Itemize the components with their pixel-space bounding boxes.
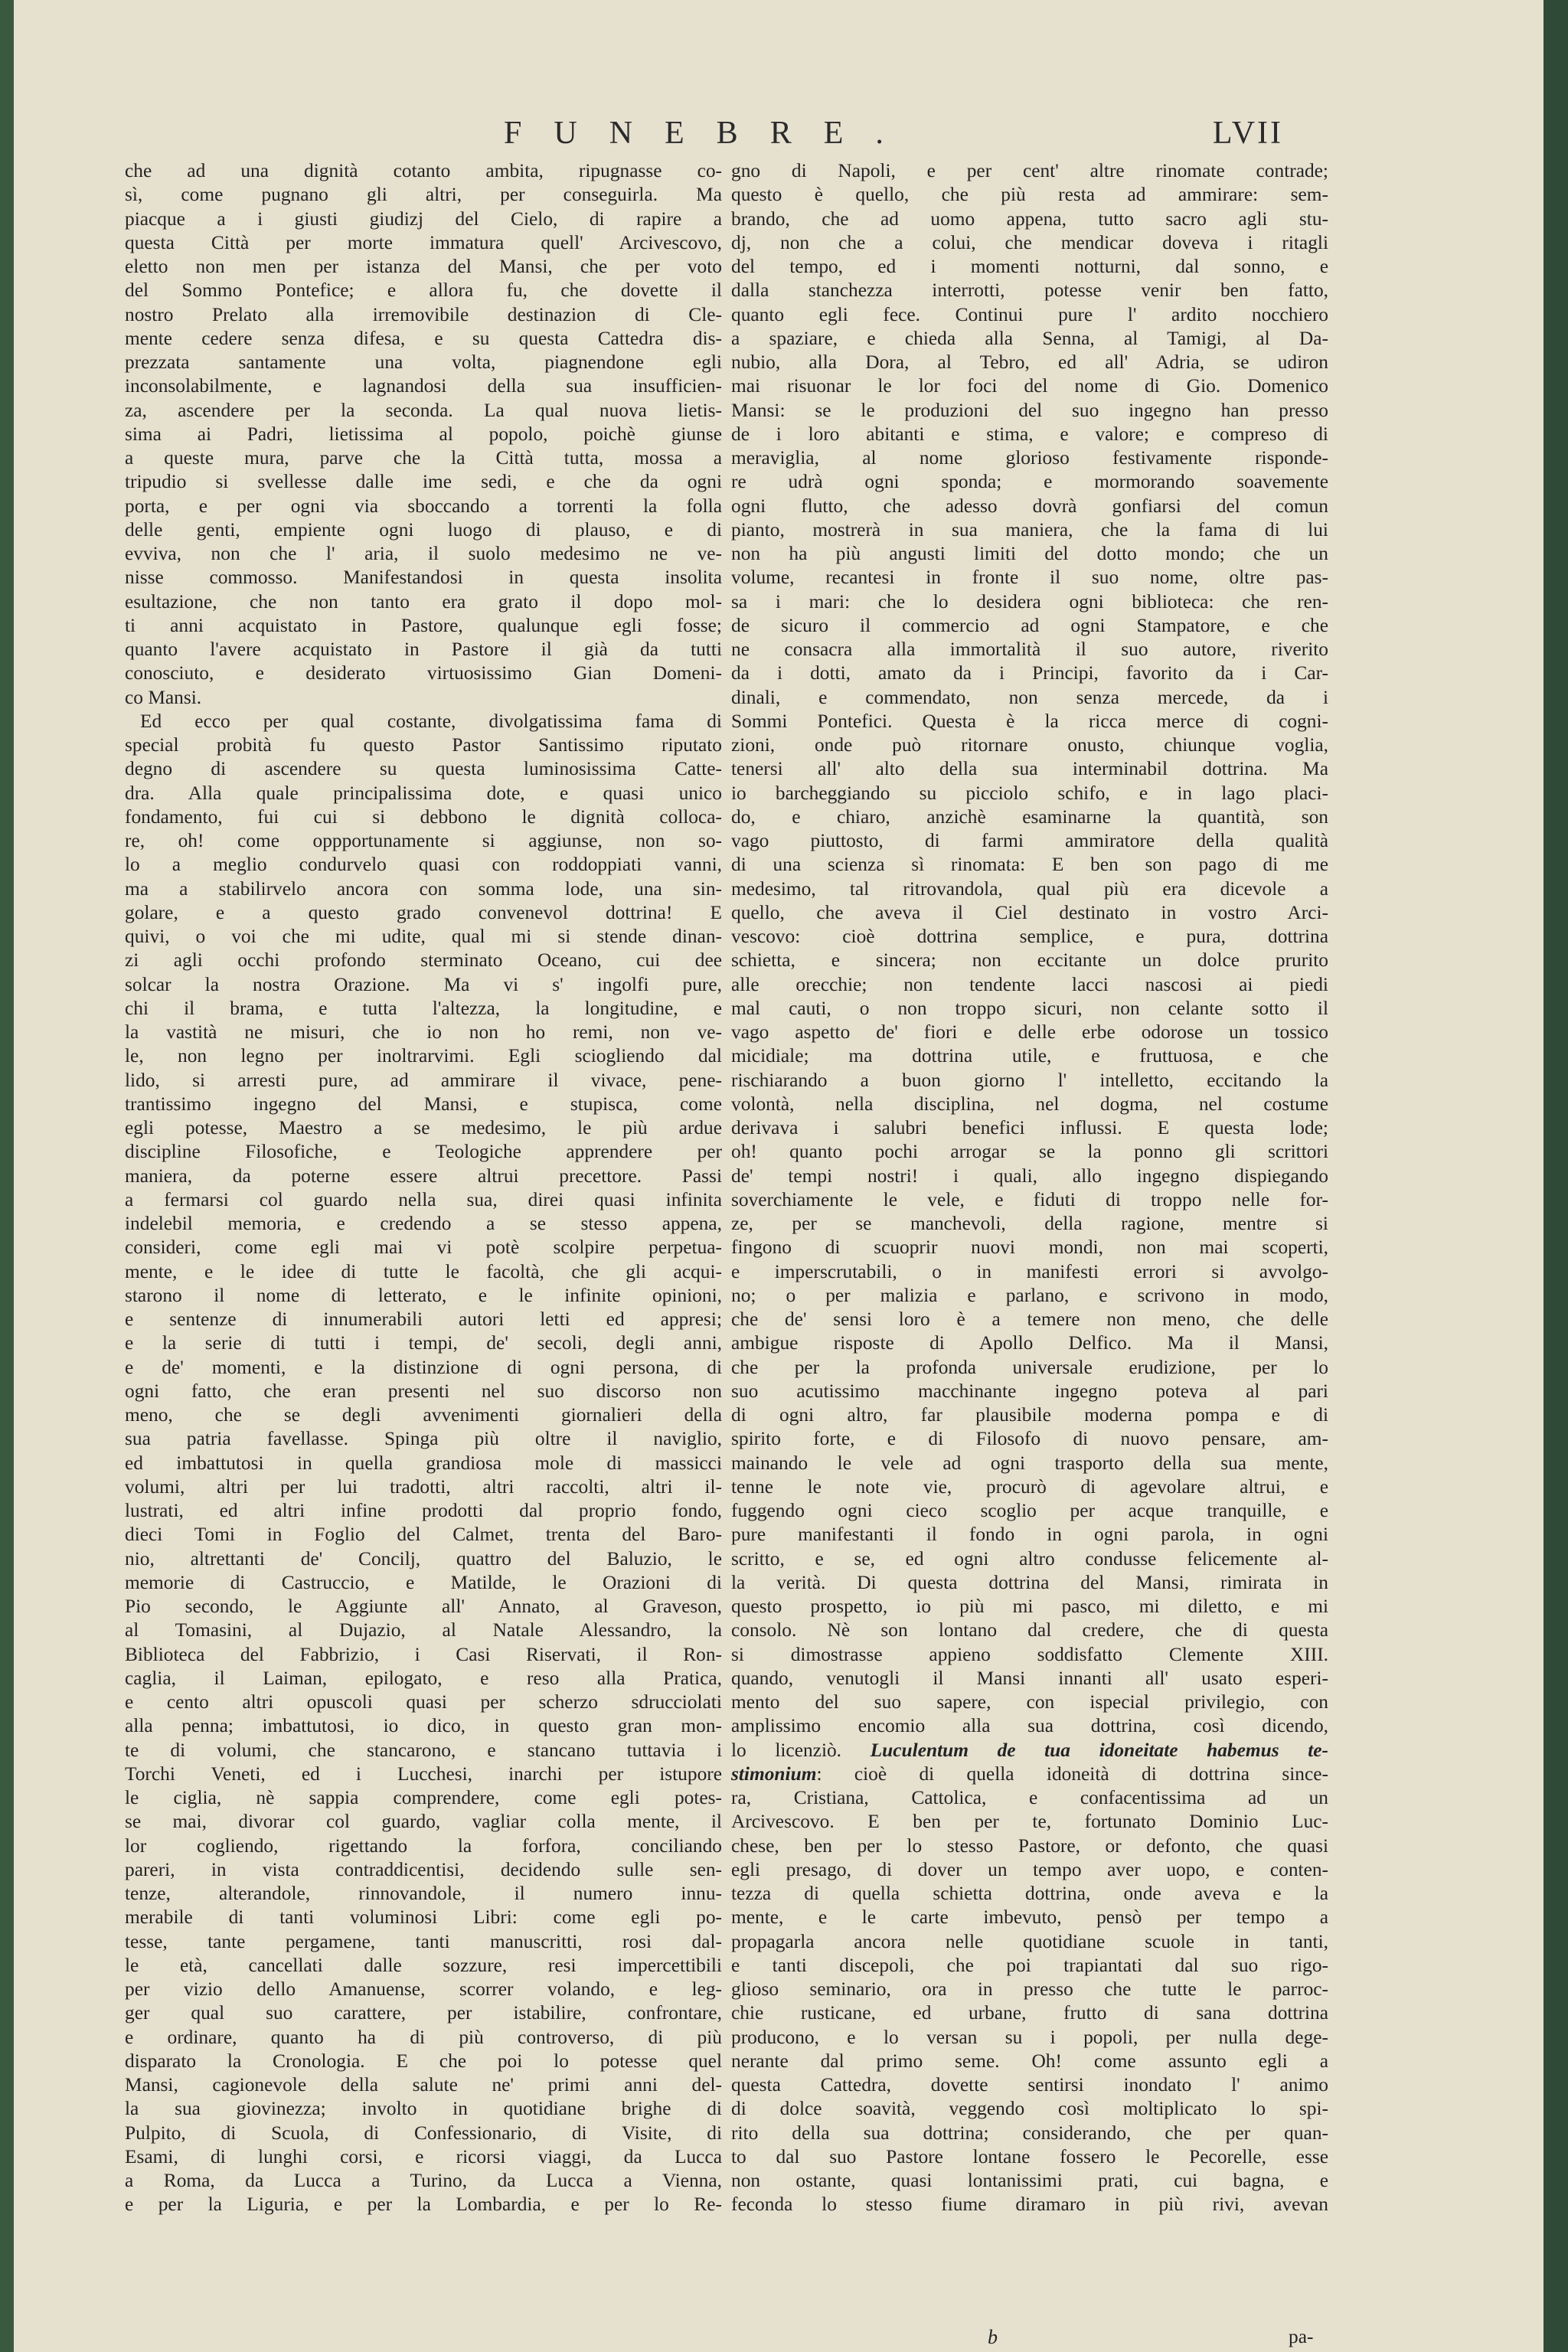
text-line: delle genti, empiente ogni luogo di plauso, e di (125, 518, 722, 541)
text-line: pure manifestanti il fondo in ogni parola, in ogni (731, 1524, 1328, 1546)
text-line: le ciglia, nè sappia comprendere, come egli potes- (125, 1787, 722, 1808)
text-line: pareri, in vista contraddicentisi, decidendo sulle sen- (125, 1858, 722, 1880)
text-line: questo è quello, che più resta ad ammirare: sem- (731, 184, 1328, 206)
text-line: glioso seminario, ora in presso che tutte le parroc- (731, 1978, 1328, 2000)
text-line: dinali, e commendato, non senza mercede, da i (731, 686, 1328, 708)
text-line: e tanti discepoli, che poi trapiantati dal suo rigo- (731, 1954, 1328, 1976)
text-line: la sua giovinezza; involto in quotidiane brighe di (125, 2098, 722, 2120)
text-line: prezzata santamente una volta, piagnendone egli (125, 351, 722, 373)
text-line: di ogni altro, far plausibile moderna pompa e di (731, 1404, 1328, 1426)
running-title: FUNEBRE. (504, 116, 916, 151)
text-line: che ad una dignità cotanto ambita, ripugnasse co- (125, 160, 722, 181)
text-line: zi agli occhi profondo sterminato Oceano, cui dee (125, 949, 722, 972)
text-line: mainando le vele ad ogni trasporto della sua mente, (731, 1452, 1328, 1474)
text-line: questa Cattedra, dovette sentirsi inondato l' animo (731, 2074, 1328, 2096)
text-line: conosciuto, e desiderato virtuosissimo Gian Domeni- (125, 662, 722, 684)
text-line: alle orecchie; non tendente lacci nascosi ai piedi (731, 973, 1328, 995)
text-line: e cento altri opuscoli quasi per scherzo sdrucciolati (125, 1691, 722, 1713)
text-line: Arcivescovo. E ben per te, fortunato Dominio Luc- (731, 1811, 1328, 1833)
text-line: volontà, nella disciplina, nel dogma, nel costume (731, 1093, 1328, 1115)
text-line: medesimo, tal ritrovandola, qual più era dicevole a (731, 877, 1328, 900)
text-line: le età, cancellati dalle sozzure, resi impercettibili (125, 1954, 722, 1976)
text-line: sa i mari: che lo desidera ogni biblioteca: che ren- (731, 590, 1328, 612)
text-line: schietta, e sincera; non eccitante un dolce prurito (731, 949, 1328, 972)
text-line: quivi, o voi che mi udite, qual mi si stende dinan- (125, 926, 722, 947)
text-line: ze, per se manchevoli, della ragione, mentre si (731, 1213, 1328, 1234)
text-line: nerante dal primo seme. Oh! come assunto egli a (731, 2050, 1328, 2072)
text-line: dj, non che a colui, che mendicar doveva i ritagli (731, 231, 1328, 253)
text-line: ogni flutto, che adesso dovrà gonfiarsi del comun (731, 495, 1328, 517)
text-line: de sicuro il commercio ad ogni Stampatore, e che (731, 614, 1328, 636)
text-line: amplissimo encomio alla sua dottrina, così dicendo, (731, 1715, 1328, 1737)
text-line: ne consacra alla immortalità il suo autore, riverito (731, 639, 1328, 660)
text-line: quanto egli fece. Continui pure l' ardito nocchiero (731, 303, 1328, 325)
text-line: chie rusticane, ed urbane, frutto di sana dottrina (731, 2002, 1328, 2024)
text-line: vago aspetto de' fiori e delle erbe odorose un tossico (731, 1021, 1328, 1043)
text-line: quanto l'avere acquistato in Pastore il già da tutti (125, 639, 722, 660)
text-line: sima ai Padri, lietissima al popolo, poichè giunse (125, 423, 722, 445)
text-line: producono, e lo versan su i popoli, per nulla dege- (731, 2026, 1328, 2048)
text-line: dieci Tomi in Foglio del Calmet, trenta del Baro- (125, 1524, 722, 1546)
text-line: e ordinare, quanto ha di più controverso, di più (125, 2026, 722, 2048)
text-line: mai risuonar le lor foci del nome di Gio. Domenico (731, 375, 1328, 397)
text-line: chi il brama, e tutta l'altezza, la longitudine, e (125, 997, 722, 1019)
text-line: propagarla ancora nelle quotidiane scuole in tanti, (731, 1930, 1328, 1952)
text-line: ed imbattutosi in quella grandiosa mole di massicci (125, 1452, 722, 1474)
text-line: disparato la Cronologia. E che poi lo potesse quel (125, 2050, 722, 2072)
text-line: inconsolabilmente, e lagnandosi della sua insufficien- (125, 375, 722, 397)
text-line: esultazione, che non tanto era grato il dopo mol- (125, 590, 722, 612)
text-line: Pio secondo, le Aggiunte all' Annato, al Graveson, (125, 1596, 722, 1617)
text-line: de' tempi nostri! i quali, allo ingegno dispiegando (731, 1165, 1328, 1187)
text-line: micidiale; ma dottrina utile, e fruttuosa, e che (731, 1045, 1328, 1067)
text-line: chese, ben per lo stesso Pastore, or defonto, che quasi (731, 1834, 1328, 1857)
text-line: soverchiamente le vele, e fiduti di troppo nelle for- (731, 1188, 1328, 1210)
text-line: al Tomasini, al Dujazio, al Natale Alessandro, la (125, 1619, 722, 1642)
text-line: to dal suo Pastore lontane fossero le Pecorelle, esse (731, 2145, 1328, 2167)
text-line: piacque a i giusti giudizj del Cielo, di rapire a (125, 207, 722, 230)
text-line: del Sommo Pontefice; e allora fu, che dovette il (125, 279, 722, 302)
text-line: nisse commosso. Manifestandosi in questa insolita (125, 567, 722, 589)
text-line: a Roma, da Lucca a Turino, da Lucca a Vienna, (125, 2170, 722, 2191)
text-line: de i loro abitanti e stima, e valore; e compreso di (731, 423, 1328, 445)
text-line: spirito forte, e di Filosofo di nuovo pensare, am- (731, 1428, 1328, 1450)
text-line: re, oh! come oppportunamente si aggiunse, non so- (125, 830, 722, 851)
text-line: porta, e per ogni via sboccando a torrenti la folla (125, 495, 722, 517)
text-line: si dimostrasse appieno soddisfatto Clemente XIII. (731, 1643, 1328, 1665)
text-line: la verità. Di questa dottrina del Mansi, rimirata in (731, 1571, 1328, 1593)
text-line (731, 1739, 1328, 1762)
text-line: alla penna; imbattutosi, io dico, in questo gran mon- (125, 1715, 722, 1737)
text-line: Sommi Pontefici. Questa è la ricca merce di cogni- (731, 710, 1328, 732)
text-line: ti anni acquistato in Pastore, qualunque egli fosse; (125, 614, 722, 636)
text-line: lustrati, ed altri infine prodotti dal proprio fondo, (125, 1500, 722, 1521)
text-line: Torchi Veneti, ed i Lucchesi, inarchi per istupore (125, 1762, 722, 1785)
text-line: re udrà ogni sponda; e mormorando soavemente (731, 471, 1328, 493)
text-line: evviva, non che l' aria, il suolo medesimo ne ve- (125, 543, 722, 564)
text-line: e imperscrutabili, o in manifesti errori si avvolgo- (731, 1260, 1328, 1282)
text-line: discipline Filosofiche, e Teologiche apprendere per (125, 1141, 722, 1163)
catchword: pa- (1289, 2326, 1314, 2347)
text-line: rischiarando a buon giorno l' intelletto, eccitando la (731, 1069, 1328, 1091)
text-line: tesse, tante pergamene, tanti manuscritti, rosi dal- (125, 1930, 722, 1952)
text-line: se mai, divorar col guardo, vagliar colla mente, il (125, 1811, 722, 1833)
text-line: mente, e le idee di tutte le facoltà, che gli acqui- (125, 1260, 722, 1282)
text-line (731, 1762, 1328, 1786)
text-line: Mansi, cagionevole della salute ne' primi anni del- (125, 2074, 722, 2096)
text-line: maniera, da poterne essere altrui precettore. Passi (125, 1165, 722, 1187)
text-line: caglia, il Laiman, epilogato, e reso alla Pratica, (125, 1667, 722, 1689)
text-line: merabile di tanti voluminosi Libri: come egli po- (125, 1906, 722, 1929)
text-line: fingono di scuoprir nuovi mondi, non mai scoperti, (731, 1236, 1328, 1259)
text-line: eletto non men per istanza del Mansi, che per voto (125, 256, 722, 277)
text-line: le, non legno per inoltrarvimi. Egli sciogliendo dal (125, 1045, 722, 1067)
text-line: io barcheggiando su picciolo schifo, e in lago placi- (731, 782, 1328, 804)
text-line: special probità fu questo Pastor Santissimo riputato (125, 734, 722, 756)
text-line: zioni, onde può ritornare onusto, chiunque voglia, (731, 734, 1328, 756)
text-line: oh! quanto pochi arrogar se la ponno gli scrittori (731, 1141, 1328, 1163)
text-line: questa Città per morte immatura quell' Arcivescovo, (125, 231, 722, 253)
text-line: Pulpito, di Scuola, di Confessionario, di Visite, di (125, 2122, 722, 2144)
text-line: tenersi all' alto della sua interminabil dottrina. Ma (731, 758, 1328, 780)
text-line-roman: lo licenziò. (731, 1739, 871, 1761)
text-line: e sentenze di innumerabili autori letti ed appresi; (125, 1308, 722, 1330)
text-line: a fermarsi col guardo nella sua, direi quasi infinita (125, 1188, 722, 1210)
text-line: co Mansi. (125, 686, 202, 708)
text-line-italic: Luculentum de tua idoneitate habemus te- (870, 1739, 1328, 1761)
text-line: nio, altrettanti de' Concilj, quattro del Baluzio, le (125, 1547, 722, 1570)
text-line: scritto, e se, ed ogni altro condusse felicemente al- (731, 1547, 1328, 1570)
text-line: brando, che ad uomo appena, tutto sacro agli stu- (731, 207, 1328, 230)
text-line: vescovo: cioè dottrina semplice, e pura, dottrina (731, 926, 1328, 947)
text-line: lido, si arresti pure, ad ammirare il vivace, pene- (125, 1069, 722, 1091)
text-line: sì, come pugnano gli altri, per conseguirla. Ma (125, 184, 722, 206)
text-line: meraviglia, al nome glorioso festivamente risponde- (731, 447, 1328, 469)
text-line: mente, e le carte imbevuto, pensò per tempo a (731, 1906, 1328, 1929)
text-line: golare, e a questo grado convenevol dottrina! E (125, 901, 722, 923)
text-line-italic: stimonium (731, 1762, 817, 1785)
text-line: egli presago, di dover un tempo aver uopo, e conten- (731, 1858, 1328, 1880)
text-line: mente cedere senza difesa, e su questa Cattedra dis- (125, 327, 722, 349)
text-column-left (125, 159, 722, 2217)
text-line: suo acutissimo macchinante ingegno poteva al pari (731, 1380, 1328, 1402)
text-line: non ostante, quasi lontanissimi prati, cui bagna, e (731, 2170, 1328, 2191)
text-line: za, ascendere per la seconda. La qual nuova lietis- (125, 399, 722, 421)
text-line: dra. Alla quale principalissima dote, e quasi unico (125, 782, 722, 804)
text-line: Mansi: se le produzioni del suo ingegno han presso (731, 399, 1328, 421)
text-line: quello, che aveva il Ciel destinato in vostro Arci- (731, 901, 1328, 923)
text-line: Ed ecco per qual costante, divolgatissima fama di (140, 710, 722, 732)
text-line: do, e chiaro, anzichè esaminarne la quantità, son (731, 805, 1328, 828)
text-line: rito della sua dottrina; considerando, che per quan- (731, 2122, 1328, 2144)
text-line: e la serie di tutti i tempi, de' secoli, degli anni, (125, 1332, 722, 1354)
text-line: starono il nome di letterato, e le infinite opinioni, (125, 1284, 722, 1306)
text-line: memorie di Castruccio, e Matilde, le Orazioni di (125, 1571, 722, 1593)
text-line: di dolce soavità, veggendo così moltiplicato lo spi- (731, 2098, 1328, 2120)
text-line: consolo. Nè son lontano dal credere, che di questa (731, 1619, 1328, 1642)
text-line: egli potesse, Maestro a se medesimo, le più ardue (125, 1117, 722, 1138)
text-line: feconda lo stesso fiume diramaro in più rivi, avevan (731, 2194, 1328, 2216)
text-line: ra, Cristiana, Cattolica, e confacentissima ad un (731, 1787, 1328, 1808)
text-line: tenne le note vie, procurò di agevolare altrui, e (731, 1475, 1328, 1498)
text-line: nostro Prelato alla irremovibile destinazion di Cle- (125, 303, 722, 325)
signature-mark: b (988, 2326, 998, 2348)
text-line: indelebil memoria, e credendo a se stesso appena, (125, 1213, 722, 1234)
text-line: ogni fatto, che eran presenti nel suo discorso non (125, 1380, 722, 1402)
text-line: per vizio dello Amanuense, scorrer volando, e leg- (125, 1978, 722, 2000)
text-line: trantissimo ingegno del Mansi, e stupisca, come (125, 1093, 722, 1115)
text-line: sua patria favellasse. Spinga più oltre il naviglio, (125, 1428, 722, 1450)
text-line-roman-tail: : cioè di quella idoneità di dottrina since- (816, 1762, 1328, 1785)
text-line: pianto, mostrerà in sua maniera, che la fama di lui (731, 518, 1328, 541)
text-line: che de' sensi loro è a temere non meno, che delle (731, 1308, 1328, 1330)
text-column-right (731, 159, 1328, 2217)
text-line: no; o per malizia e parlano, e scrivono in modo, (731, 1284, 1328, 1306)
text-line: ger qual suo carattere, per istabilire, confrontare, (125, 2002, 722, 2024)
text-line: fuggendo ogni cieco scoglio per acque tranquille, e (731, 1500, 1328, 1521)
text-line: meno, che se degli avvenimenti giornalieri della (125, 1404, 722, 1426)
text-line: a spaziare, e chieda alla Senna, al Tamigi, al Da- (731, 327, 1328, 349)
text-line: la vastità ne misuri, che io non ho remi, non ve- (125, 1021, 722, 1043)
text-line: lor cogliendo, rigettando la forfora, conciliando (125, 1834, 722, 1857)
text-line: fondamento, fui cui si debbono le dignità colloca- (125, 805, 722, 828)
text-line: lo a meglio condurvelo quasi con roddoppiati vanni, (125, 854, 722, 876)
text-line: ambigue risposte di Apollo Delfico. Ma il Mansi, (731, 1332, 1328, 1354)
text-line: tripudio si svellesse dalle ime sedi, e che da ogni (125, 471, 722, 493)
book-spine-edge (0, 0, 14, 2352)
text-line: volume, recantesi in fronte il suo nome, oltre pas- (731, 567, 1328, 589)
text-line: dalla stanchezza interrotti, potesse venir ben fatto, (731, 279, 1328, 302)
text-line: derivava i salubri benefici influssi. E questa lode; (731, 1117, 1328, 1138)
text-line: e per la Liguria, e per la Lombardia, e per lo Re- (125, 2194, 722, 2216)
text-line: che per la profonda universale erudizione, per lo (731, 1356, 1328, 1378)
text-line: a queste mura, parve che la Città tutta, mossa a (125, 447, 722, 469)
text-line: degno di ascendere su questa luminosissima Catte- (125, 758, 722, 780)
text-line: mal cauti, o non troppo sicuri, non celante sotto il (731, 997, 1328, 1019)
text-line: nubio, alla Dora, al Tebro, ed all' Adria, se udiron (731, 351, 1328, 373)
text-line: tenze, alterandole, rinnovandole, il numero innu- (125, 1883, 722, 1904)
book-page (14, 0, 1544, 2352)
text-line: gno di Napoli, e per cent' altre rinomate contrade; (731, 160, 1328, 181)
text-line: Esami, di lunghi corsi, e ricorsi viaggi, da Lucca (125, 2145, 722, 2167)
text-line: non ha più angusti limiti del dotto mondo; che un (731, 543, 1328, 564)
text-line: tezza di quella schietta dottrina, onde aveva e la (731, 1883, 1328, 1904)
text-line: e de' momenti, e la distinzione di ogni persona, di (125, 1356, 722, 1378)
text-line: consideri, come egli mai vi potè scolpire perpetua- (125, 1236, 722, 1259)
text-line: volumi, altri per lui tradotti, altri raccolti, altri il- (125, 1475, 722, 1498)
text-line: vago piuttosto, di farmi ammiratore della qualità (731, 830, 1328, 851)
page-number: LVII (1212, 116, 1283, 151)
text-line: Biblioteca del Fabbrizio, i Casi Riservati, il Ron- (125, 1643, 722, 1665)
text-line: da i dotti, amato da i Principi, favorito da i Car- (731, 662, 1328, 684)
text-line: solcar la nostra Orazione. Ma vi s' ingolfi pure, (125, 973, 722, 995)
text-line: quando, venutogli il Mansi innanti all' usato esperi- (731, 1667, 1328, 1689)
text-line: del tempo, ed i momenti notturni, dal sonno, e (731, 256, 1328, 277)
text-line: di una scienza sì rinomata: E ben son pago di me (731, 854, 1328, 876)
text-line: mento del suo sapere, con ispecial privilegio, con (731, 1691, 1328, 1713)
text-line: ma a stabilirvelo ancora con somma lode, una sin- (125, 877, 722, 900)
text-line: te di volumi, che stancarono, e stancano tuttavia i (125, 1739, 722, 1761)
text-line: questo prospetto, io più mi pasco, mi diletto, e mi (731, 1596, 1328, 1617)
